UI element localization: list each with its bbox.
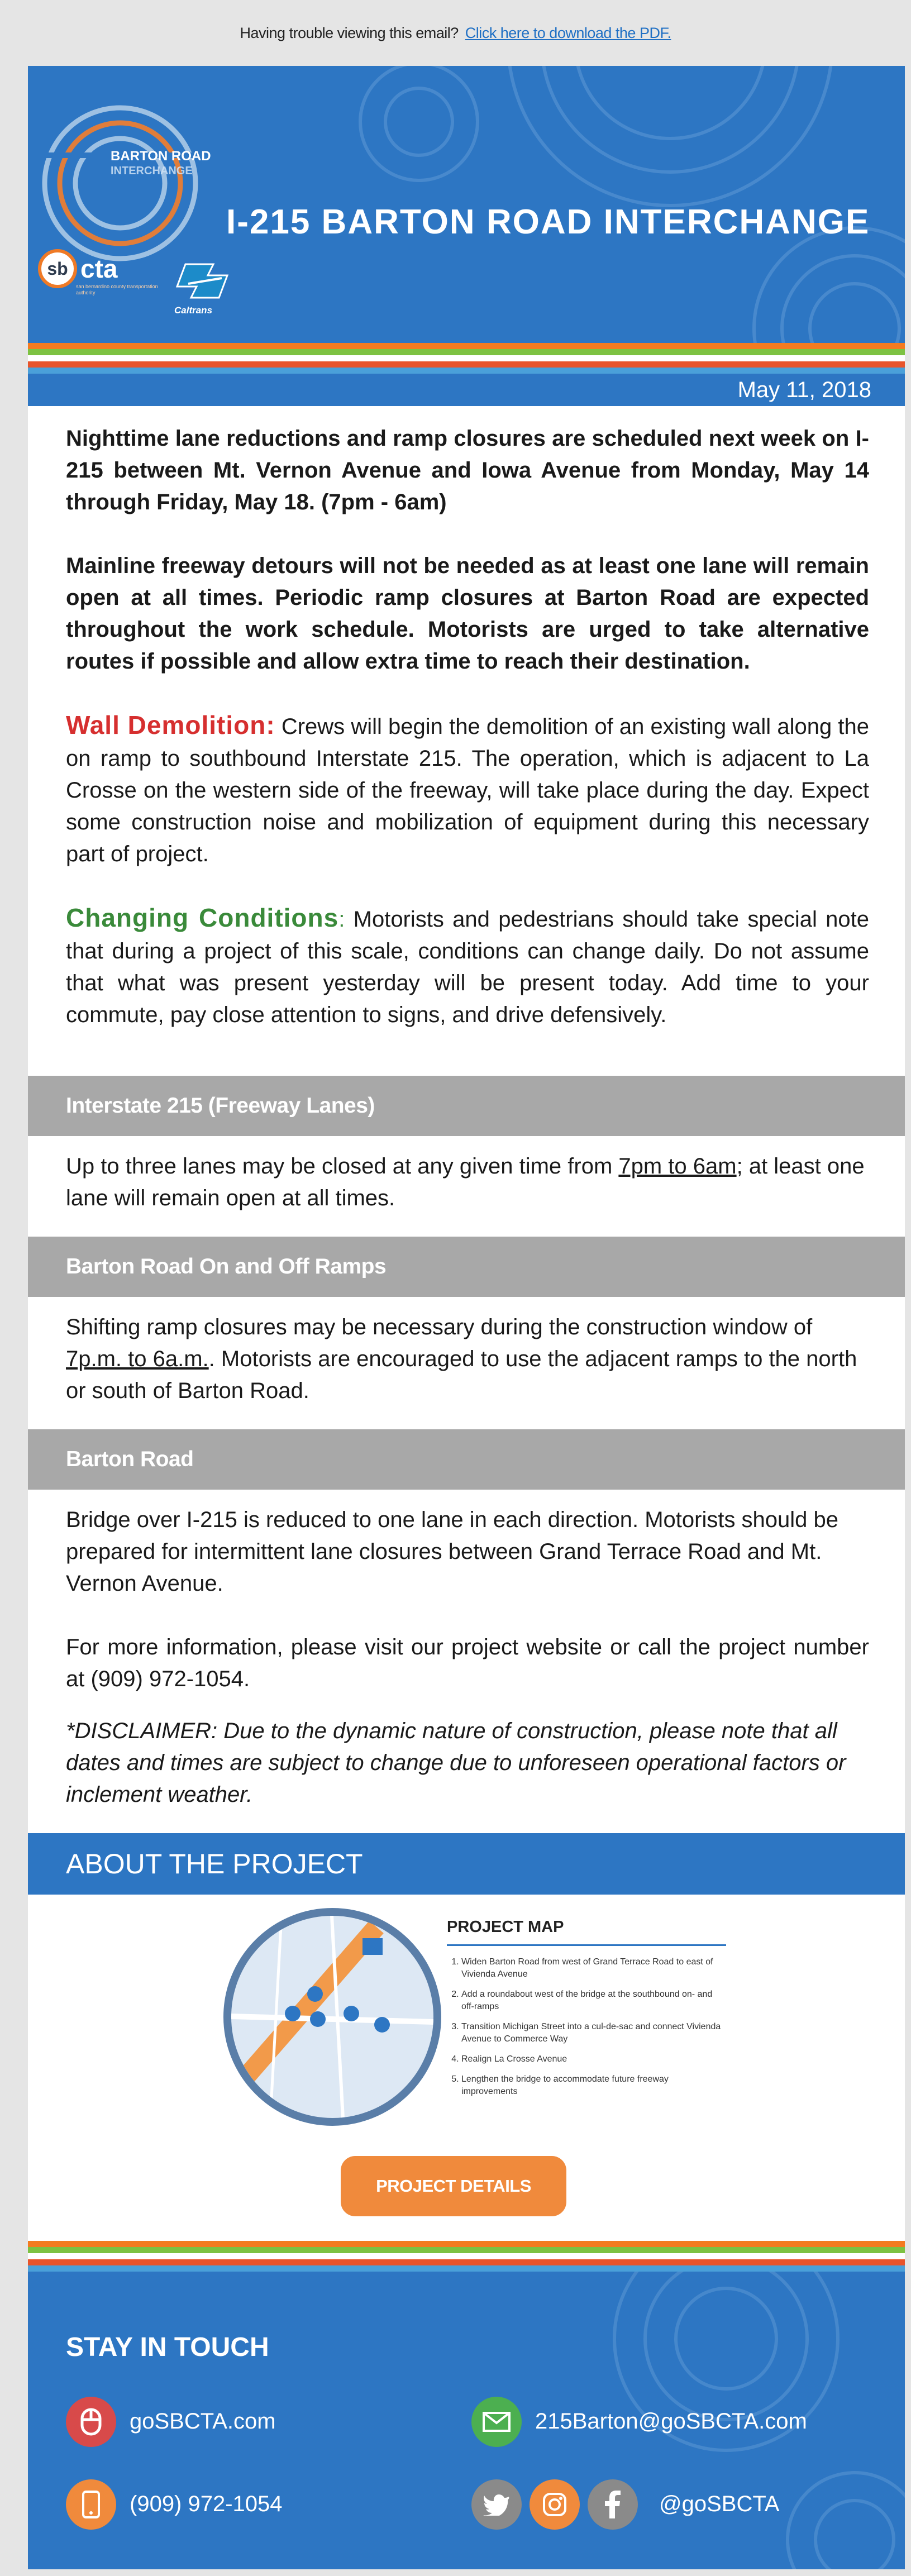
preheader-text: Having trouble viewing this email? — [240, 24, 459, 41]
twitter-icon[interactable] — [471, 2479, 522, 2530]
wall-demolition-paragraph — [66, 709, 869, 870]
logo-line-2: INTERCHANGE — [111, 165, 193, 177]
intro-paragraph-2: Mainline freeway detours will not be needed as at least one lane will remain open at all times. Periodic ramp closures at Barton Road are expected throughout the work schedule. Motorists are urged to take alternative routes if possible and allow extra time to reach their destination. — [66, 554, 869, 674]
changing-conditions-text: Motorists and pedestrians should take special note that during a project of this scale, conditions can change daily. Do not assume that what was present yesterday will be present today. Add time to your commute, pay close attention to signs, and drive defensively. — [66, 907, 870, 1027]
email-icon — [471, 2397, 522, 2447]
logo-line-1: BARTON ROAD — [111, 149, 211, 164]
barton-road-heading: Barton Road — [28, 1429, 905, 1490]
project-map-circle — [223, 1908, 441, 2126]
changing-conditions-paragraph — [66, 902, 869, 1031]
barton-road-text: Bridge over I-215 is reduced to one lane in each direction. Motorists should be prepared for intermittent lane closures between Grand Terrace Road and Mt. Vernon Avenue. — [66, 1508, 839, 1596]
sbcta-subtitle: san bernardino county transportation authority — [76, 284, 158, 295]
caltrans-label: Caltrans — [174, 305, 213, 316]
wall-demolition-text: Crews will begin the demolition of an existing wall along the on ramp to southbound Interstate 215. The operation, which is adjacent to La Crosse on the western side of the freeway, will take place during the day. Expect some construction noise and mobilization of equipment during this necessary part of project. — [66, 714, 869, 866]
issue-date: May 11, 2018 — [737, 377, 871, 402]
stripe-blue — [28, 2265, 905, 2272]
sbcta-cta: cta — [80, 254, 118, 283]
date-bar — [28, 374, 905, 406]
stripe-blue — [28, 368, 905, 374]
freeway-hours: 7pm to 6am — [618, 1154, 737, 1179]
disclaimer: *DISCLAIMER: Due to the dynamic nature of construction, please note that all dates and times are subject to change due to unforeseen operational factors or inclement weather. — [66, 1719, 846, 1807]
stripe-red — [28, 361, 905, 368]
phone-link[interactable]: (909) 972-1054 — [130, 2492, 283, 2516]
project-map-image — [223, 1908, 732, 2131]
stripe-white — [28, 2253, 905, 2259]
about-heading: ABOUT THE PROJECT — [28, 1833, 905, 1895]
website-link[interactable]: goSBCTA.com — [130, 2409, 276, 2434]
project-details-button[interactable]: PROJECT DETAILS — [341, 2156, 566, 2216]
ramps-text — [66, 1311, 869, 1407]
map-item: 4. Realign La Crosse Avenue — [461, 2053, 726, 2065]
project-map-section — [28, 1895, 905, 2241]
stripe-green — [28, 349, 905, 355]
phone-icon — [66, 2479, 116, 2530]
ramps-text-after: . Motorists are encouraged to use the adjacent ramps to the north or south of Barton Road. — [66, 1347, 857, 1403]
freeway-lanes-heading: Interstate 215 (Freeway Lanes) — [28, 1076, 905, 1136]
freeway-lanes-text — [66, 1151, 869, 1214]
project-map-drawing — [231, 1916, 433, 2118]
sbcta-logo — [38, 249, 158, 295]
sbcta-sb: sb — [38, 249, 77, 288]
barton-road-body — [28, 1490, 905, 1833]
barton-road-logo — [111, 149, 211, 179]
more-info-text: For more information, please visit our project website or call the project number at (909) 972-1054. — [66, 1635, 869, 1691]
stripe-orange — [28, 343, 905, 349]
footer-stripes — [28, 2241, 905, 2272]
ramps-body — [28, 1297, 905, 1429]
header-banner — [28, 66, 905, 343]
intro-paragraph-1: Nighttime lane reductions and ramp closures are scheduled next week on I-215 between Mt. Vernon Avenue and Iowa Avenue from Monday, May 14 through Friday, May 18. (7pm - 6am) — [66, 426, 869, 514]
download-pdf-link[interactable]: Click here to download the PDF. — [465, 24, 671, 41]
ramps-text-before: Shifting ramp closures may be necessary during the construction window of — [66, 1315, 813, 1339]
preheader — [0, 0, 911, 66]
project-map-list — [447, 1956, 726, 2098]
footer — [28, 2272, 905, 2569]
ramps-heading: Barton Road On and Off Ramps — [28, 1237, 905, 1297]
intro-content — [28, 423, 905, 1031]
freeway-text-after: ; at least one lane will remain open at all times. — [66, 1154, 865, 1210]
instagram-icon[interactable] — [530, 2479, 580, 2530]
stay-in-touch-heading: STAY IN TOUCH — [66, 2332, 269, 2362]
facebook-icon[interactable] — [588, 2479, 638, 2530]
mouse-icon — [66, 2397, 116, 2447]
header-title: I-215 BARTON ROAD INTERCHANGE — [226, 203, 870, 241]
project-map-legend — [447, 1908, 726, 2106]
social-handle[interactable]: @goSBCTA — [659, 2492, 780, 2516]
map-item: 2. Add a roundabout west of the bridge at the southbound on- and off-ramps — [461, 1988, 726, 2013]
ramps-hours: 7p.m. to 6a.m. — [66, 1347, 209, 1371]
map-item: 1. Widen Barton Road from west of Grand Terrace Road to east of Vivienda Avenue — [461, 1956, 726, 1981]
freeway-text-before: Up to three lanes may be closed at any given time from — [66, 1154, 619, 1179]
map-item: 5. Lengthen the bridge to accommodate future freeway improvements — [461, 2073, 726, 2098]
changing-conditions-colon: : — [338, 907, 345, 932]
changing-conditions-heading: Changing Conditions — [66, 903, 339, 932]
email-body — [28, 66, 905, 2569]
legend-divider — [447, 1944, 726, 1946]
stripe-white — [28, 355, 905, 361]
map-item: 3. Transition Michigan Street into a cul-de-sac and connect Vivienda Avenue to Commerce Way — [461, 2021, 726, 2045]
stripe-red — [28, 2259, 905, 2265]
header-stripes — [28, 343, 905, 374]
email-link[interactable]: 215Barton@goSBCTA.com — [535, 2409, 807, 2434]
wall-demolition-heading: Wall Demolition: — [66, 710, 275, 740]
project-map-title: PROJECT MAP — [447, 1918, 564, 1936]
freeway-lanes-body — [28, 1136, 905, 1237]
stripe-orange — [28, 2241, 905, 2247]
stripe-green — [28, 2247, 905, 2253]
caltrans-logo-icon — [174, 259, 241, 303]
